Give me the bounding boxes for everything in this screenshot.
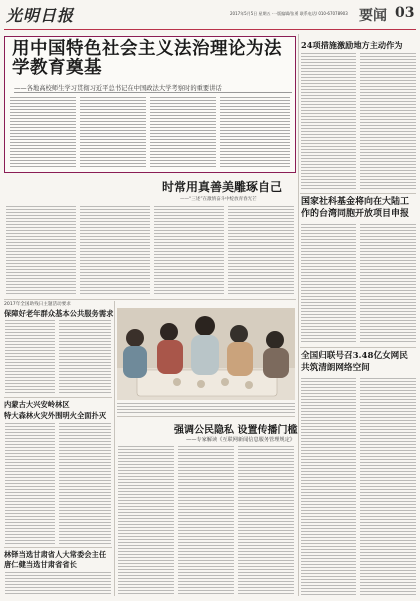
- left-body-3: [5, 572, 111, 596]
- lead-headline: 用中国特色社会主义法治理论为法学教育奠基: [12, 39, 282, 78]
- left-body-1a: [5, 320, 55, 394]
- lead-body-col-4: [220, 97, 290, 169]
- page-number: 03: [395, 5, 415, 21]
- bottom-body-col-1: [118, 446, 174, 596]
- left-headline-3: 特大森林火灾外围明火全面扑灭: [4, 411, 107, 420]
- bottom-headline: 强调公民隐私 设置传播门槛: [174, 425, 298, 436]
- right-headline-1: 24项措施激励地方主动作为: [301, 40, 403, 50]
- lead-body-col-1: [10, 97, 76, 169]
- mid-divider: [4, 299, 296, 300]
- news-photo: [117, 308, 295, 400]
- lead-subhead: ——各地高校师生学习贯彻习近平总书记在中国政法大学考察时的重要讲话: [14, 85, 222, 92]
- mid-body-col-3: [154, 206, 224, 296]
- left-body-1b: [59, 320, 111, 394]
- bottom-body-col-2: [178, 446, 234, 596]
- mid-body-col-1: [6, 206, 76, 296]
- left-body-2a: [5, 423, 55, 545]
- left-kicker: 2017年全国助残日主题活动要求: [4, 302, 71, 307]
- left-headline-5: 唐仁健当选甘肃省省长: [4, 560, 77, 569]
- right-headline-3: 全国归联号召3.48亿女网民共筑清朗网络空间: [301, 351, 408, 373]
- mid-headline: 时常用真善美雕琢自己: [162, 180, 283, 194]
- dateline: 2017年5月5日 星期五 ·一版编辑/张勇 联系电话/ 010-67078903: [230, 11, 348, 16]
- right-divider-2: [300, 347, 416, 348]
- right-headline-2: 国家社科基金将向在大陆工作的台湾同胞开放项目申报: [301, 197, 410, 219]
- photo-people-illustration: [117, 308, 295, 400]
- left-body-2b: [59, 423, 111, 545]
- newspaper-logo: 光明日报: [6, 6, 75, 25]
- lead-divider: [14, 92, 292, 93]
- photo-caption: [117, 403, 295, 413]
- left-headline-4: 林铎当选甘肃省人大常委会主任: [4, 550, 107, 559]
- right-column-rule: [298, 34, 299, 596]
- right-body-3a: [301, 378, 356, 596]
- left-headline-2: 内蒙古大兴安岭林区: [4, 400, 70, 409]
- lead-body-col-3: [150, 97, 216, 169]
- bottom-divider: [117, 416, 295, 417]
- mid-body-col-4: [228, 206, 294, 296]
- right-body-3b: [360, 378, 416, 596]
- right-body-1b: [360, 53, 416, 191]
- masthead: [0, 0, 420, 30]
- section-name: 要闻: [359, 8, 387, 24]
- mid-body-col-2: [80, 206, 150, 296]
- mid-subhead: ——“三述”在激情奋斗中绽放青春光芒: [180, 197, 257, 202]
- right-body-2a: [301, 224, 356, 344]
- right-body-2b: [360, 224, 416, 344]
- bottom-subhead: ——专家解读《互联网新闻信息服务管理规定》: [186, 437, 295, 443]
- lead-body-col-2: [80, 97, 146, 169]
- left-headline-1: 保障好老年群众基本公共服务需求: [4, 309, 114, 318]
- left-divider-2: [4, 547, 112, 548]
- right-body-1a: [301, 53, 356, 191]
- bottom-body-col-3: [238, 446, 294, 596]
- right-divider-1: [300, 193, 416, 194]
- left-column-rule: [114, 301, 115, 596]
- left-divider-1: [4, 397, 112, 398]
- masthead-rule: [4, 29, 416, 30]
